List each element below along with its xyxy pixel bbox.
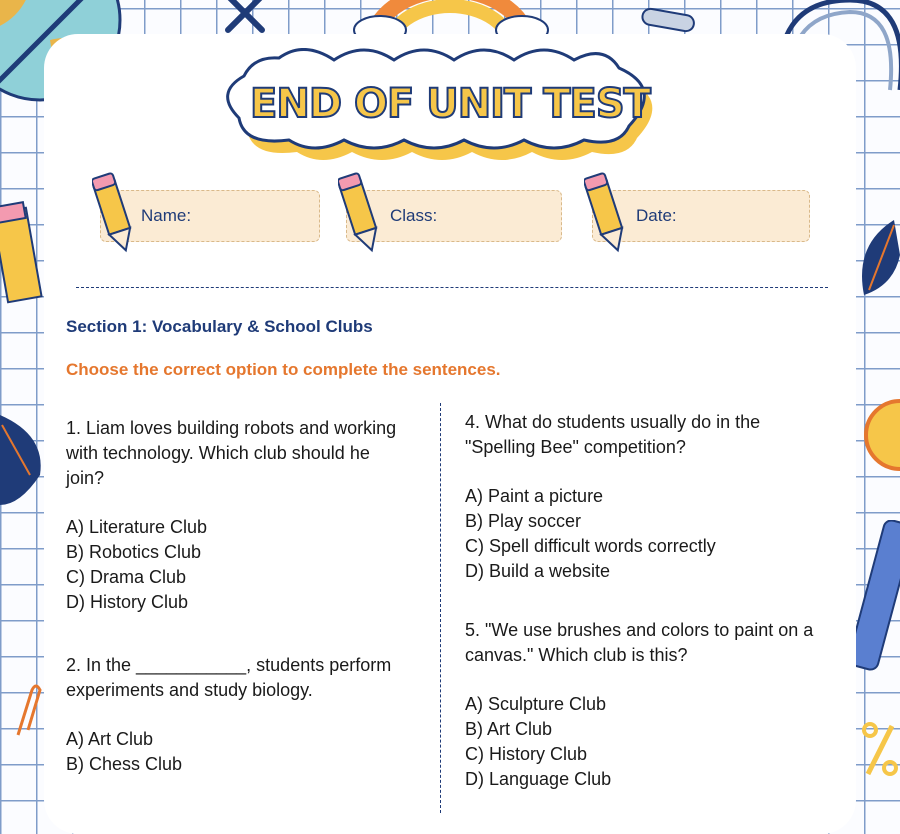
question-2 — [66, 653, 396, 777]
leaf-left-doodle — [0, 405, 46, 515]
option-b[interactable]: B) Art Club — [465, 719, 553, 739]
option-d[interactable]: D) Language Club — [465, 769, 612, 789]
question-text: 5. "We use brushes and colors to paint on a canvas." Which club is this? — [465, 620, 814, 665]
question-text: 1. Liam loves building robots and working with technology. Which club should he join? — [66, 418, 397, 488]
option-a[interactable]: A) Sculpture Club — [465, 694, 607, 714]
marker-doodle — [854, 520, 900, 690]
percent-doodle — [860, 720, 900, 780]
option-a[interactable]: A) Paint a picture — [465, 486, 604, 506]
pencil-icon — [338, 172, 384, 262]
column-divider — [440, 403, 441, 813]
option-d[interactable]: D) History Club — [66, 592, 189, 612]
option-c[interactable]: C) Spell difficult words correctly — [465, 536, 716, 556]
question-text: 4. What do students usually do in the "Spelling Bee" competition? — [465, 412, 761, 457]
date-label: Date: — [636, 206, 677, 225]
options-list — [66, 515, 411, 615]
question-5 — [465, 618, 815, 792]
option-b[interactable]: B) Robotics Club — [66, 542, 202, 562]
eraser-doodle — [638, 6, 698, 36]
option-c[interactable]: C) Drama Club — [66, 567, 187, 587]
option-b[interactable]: B) Chess Club — [66, 754, 183, 774]
title-badge — [224, 48, 676, 160]
option-a[interactable]: A) Art Club — [66, 729, 154, 749]
option-c[interactable]: C) History Club — [465, 744, 588, 764]
class-label: Class: — [390, 206, 438, 225]
sun-doodle — [854, 390, 900, 480]
section-divider — [76, 287, 828, 288]
paperclip-doodle — [8, 680, 44, 740]
leaf-right-doodle — [854, 215, 900, 305]
name-label: Name: — [141, 206, 192, 225]
options-list — [66, 727, 396, 777]
instructions: Choose the correct option to complete the sentences. — [66, 360, 501, 379]
option-a[interactable]: A) Literature Club — [66, 517, 208, 537]
option-d[interactable]: D) Build a website — [465, 561, 611, 581]
pencil-left-doodle — [0, 200, 50, 340]
options-list — [465, 484, 815, 584]
page-title: END OF UNIT TEST — [250, 81, 650, 127]
question-1 — [66, 416, 411, 615]
pencil-icon — [584, 172, 630, 262]
cross-doodle — [222, 0, 270, 36]
options-list — [465, 692, 815, 792]
question-4 — [465, 410, 815, 584]
section-title: Section 1: Vocabulary & School Clubs — [66, 317, 373, 336]
pencil-icon — [92, 172, 138, 262]
question-text: 2. In the ___________, students perform experiments and study biology. — [66, 655, 392, 700]
option-b[interactable]: B) Play soccer — [465, 511, 582, 531]
